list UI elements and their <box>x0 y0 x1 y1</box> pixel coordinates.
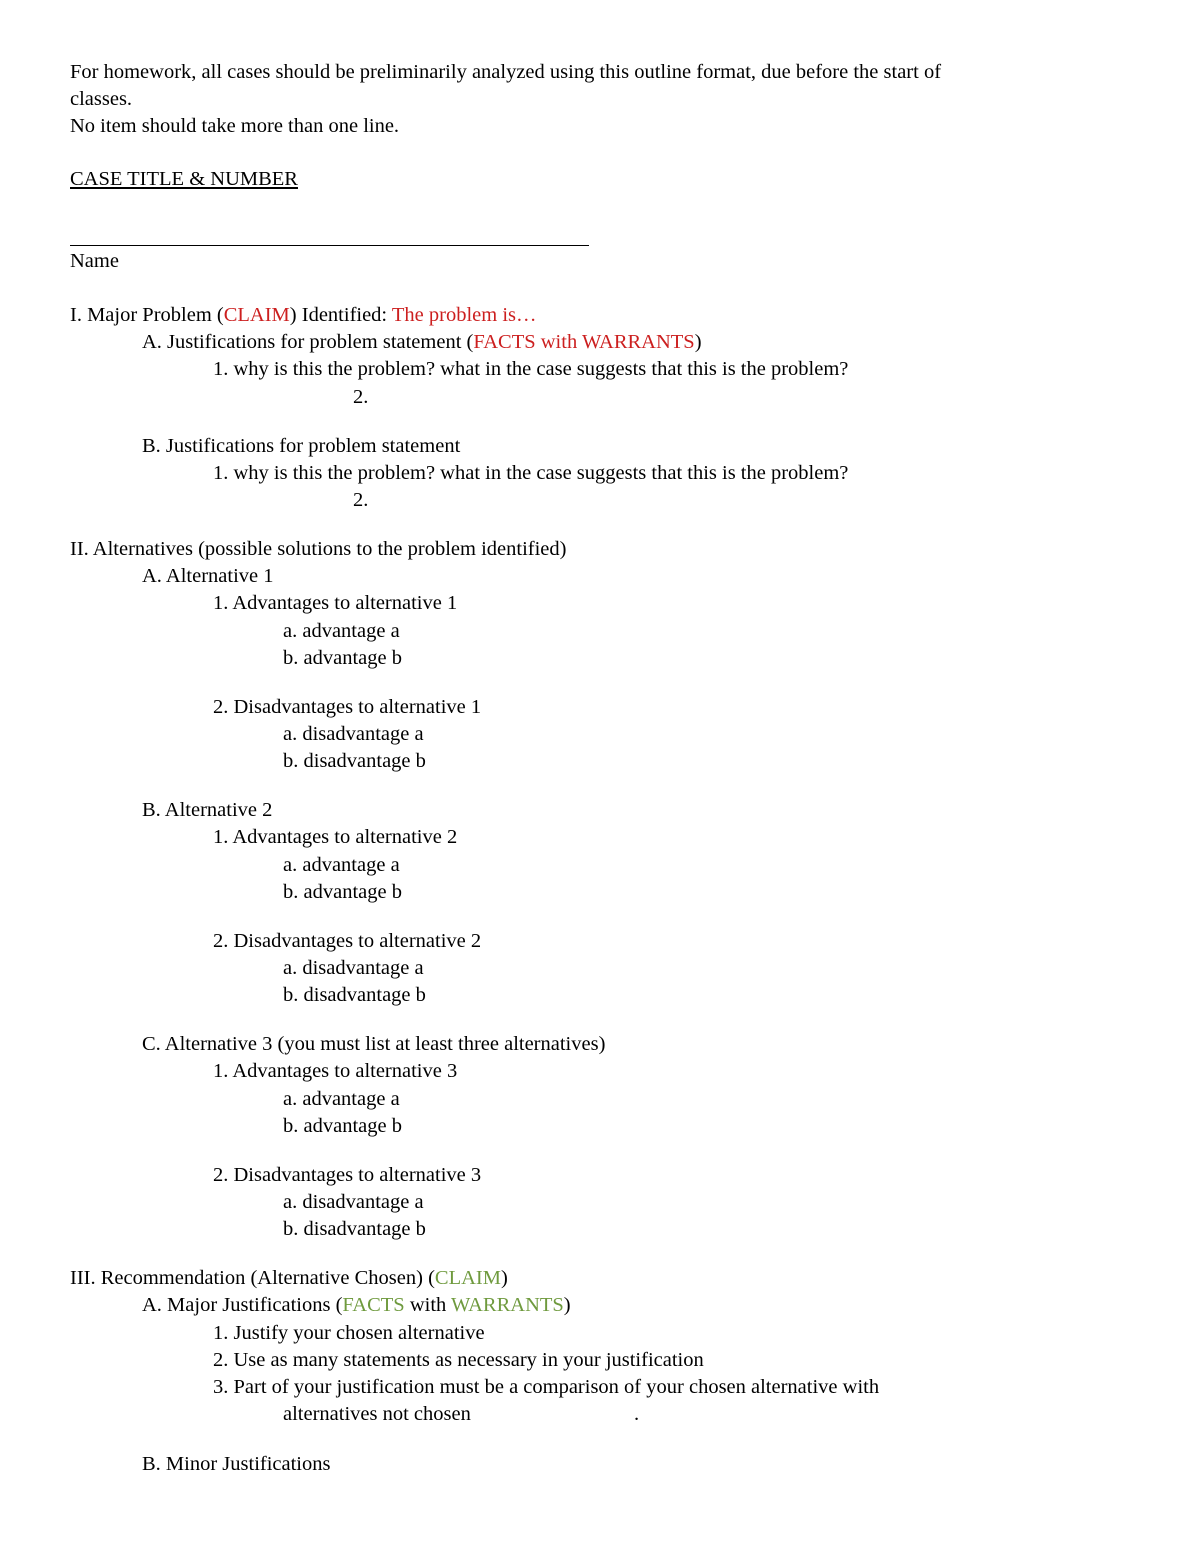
section-3-b-heading: B. Minor Justifications <box>142 1453 331 1475</box>
section-3-a-item-2: 2. Use as many statements as necessary in your justification <box>213 1349 704 1371</box>
section-3-a-heading <box>142 1292 571 1318</box>
section-1-claim: CLAIM <box>223 304 290 326</box>
name-label: Name <box>70 250 119 272</box>
alternative-3-advantage-a: a. advantage a <box>283 1088 400 1110</box>
section-1-b-heading: B. Justifications for problem statement <box>142 435 461 457</box>
alternative-2-heading: B. Alternative 2 <box>142 799 273 821</box>
section-1-a-item-2: 2. <box>353 386 369 408</box>
section-1-b-item-2: 2. <box>353 489 369 511</box>
case-title-heading: CASE TITLE & NUMBER <box>70 168 298 190</box>
section-1-a-heading <box>142 329 702 355</box>
alternative-2-disadvantage-b: b. disadvantage b <box>283 984 426 1006</box>
alternative-1-disadvantage-a: a. disadvantage a <box>283 723 424 745</box>
alternative-2-advantage-a: a. advantage a <box>283 854 400 876</box>
name-signature-line <box>70 245 589 246</box>
alternative-1-advantage-b: b. advantage b <box>283 647 402 669</box>
section-3-a-pre: A. Major Justifications ( <box>142 1294 343 1316</box>
alternative-3-disadvantage-b: b. disadvantage b <box>283 1218 426 1240</box>
section-1-a-post: ) <box>694 331 702 353</box>
section-1-heading <box>70 302 537 328</box>
section-2-heading: II. Alternatives (possible solutions to the problem identified) <box>70 538 567 560</box>
section-3-title-pre: III. Recommendation (Alternative Chosen) ( <box>70 1267 435 1289</box>
alternative-3-advantages: 1. Advantages to alternative 3 <box>213 1060 458 1082</box>
intro-line-2: classes. <box>70 88 133 110</box>
intro-line-3: No item should take more than one line. <box>70 115 400 137</box>
alternative-2-disadvantage-a: a. disadvantage a <box>283 957 424 979</box>
alternative-2-disadvantages: 2. Disadvantages to alternative 2 <box>213 930 482 952</box>
section-3-a-facts: FACTS <box>342 1294 405 1316</box>
alternative-3-heading: C. Alternative 3 (you must list at least three alternatives) <box>142 1033 606 1055</box>
section-1-a-pre: A. Justifications for problem statement ( <box>142 331 474 353</box>
section-3-title-post: ) <box>500 1267 508 1289</box>
section-3-a-item-3-period: . <box>634 1403 640 1425</box>
alternative-1-advantages: 1. Advantages to alternative 1 <box>213 592 458 614</box>
alternative-1-disadvantage-b: b. disadvantage b <box>283 750 426 772</box>
section-3-a-post: ) <box>563 1294 571 1316</box>
section-3-a-warrants: WARRANTS <box>451 1294 564 1316</box>
alternative-1-disadvantages: 2. Disadvantages to alternative 1 <box>213 696 482 718</box>
section-1-a-item-1: 1. why is this the problem? what in the case suggests that this is the problem? <box>213 358 849 380</box>
alternative-2-advantage-b: b. advantage b <box>283 881 402 903</box>
section-1-title-mid: ) Identified: <box>289 304 392 326</box>
section-3-a-item-3: 3. Part of your justification must be a comparison of your chosen alternative with <box>213 1376 880 1398</box>
section-3-a-with: with <box>404 1294 452 1316</box>
alternative-1-heading: A. Alternative 1 <box>142 565 274 587</box>
section-3-heading <box>70 1265 508 1291</box>
section-1-b-item-1: 1. why is this the problem? what in the case suggests that this is the problem? <box>213 462 849 484</box>
section-3-a-item-1: 1. Justify your chosen alternative <box>213 1322 485 1344</box>
alternative-3-disadvantage-a: a. disadvantage a <box>283 1191 424 1213</box>
section-1-a-facts: FACTS with WARRANTS <box>473 331 695 353</box>
alternative-3-disadvantages: 2. Disadvantages to alternative 3 <box>213 1164 482 1186</box>
alternative-3-advantage-b: b. advantage b <box>283 1115 402 1137</box>
intro-line-1: For homework, all cases should be preliminarily analyzed using this outline format, due before the start of <box>70 61 942 83</box>
section-3-claim: CLAIM <box>434 1267 501 1289</box>
alternative-2-advantages: 1. Advantages to alternative 2 <box>213 826 458 848</box>
section-1-title-pre: I. Major Problem ( <box>70 304 224 326</box>
section-1-problem: The problem is… <box>391 304 537 326</box>
section-3-a-item-3-continued: alternatives not chosen <box>283 1403 471 1425</box>
alternative-1-advantage-a: a. advantage a <box>283 620 400 642</box>
